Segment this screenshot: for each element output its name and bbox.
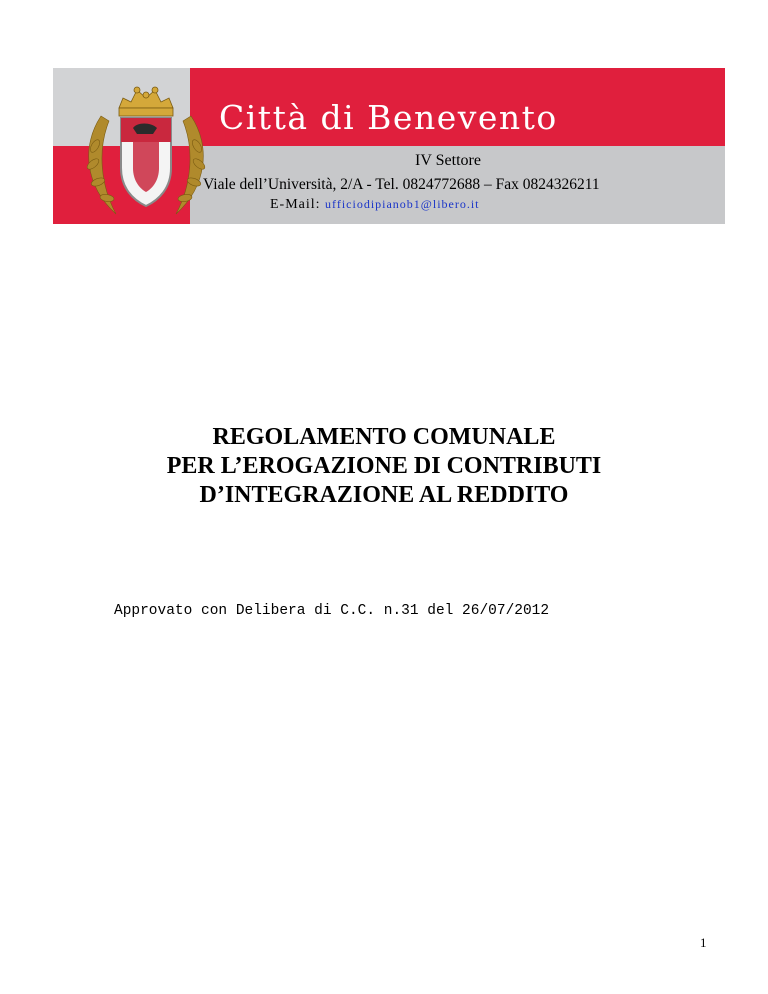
city-name: Città di Benevento (219, 98, 558, 137)
document-title (0, 423, 768, 510)
page-number: 1 (700, 935, 707, 950)
email-line (270, 197, 480, 213)
letterhead (53, 68, 725, 224)
title-line: D’INTEGRAZIONE AL REDDITO (199, 482, 569, 508)
office-address: Viale dell’Università, 2/A - Tel. 0824772688 – Fax 0824326211 (203, 176, 600, 193)
email-link[interactable]: ufficiodipianob1@libero.it (325, 197, 480, 211)
email-label: E-Mail: (270, 197, 326, 212)
sector-label: IV Settore (415, 152, 481, 169)
title-line: REGOLAMENTO COMUNALE (212, 424, 556, 450)
coat-of-arms-icon (71, 76, 221, 221)
title-line: PER L’EROGAZIONE DI CONTRIBUTI (166, 453, 602, 479)
approval-note: Approvato con Delibera di C.C. n.31 del 26/07/2012 (114, 603, 550, 619)
